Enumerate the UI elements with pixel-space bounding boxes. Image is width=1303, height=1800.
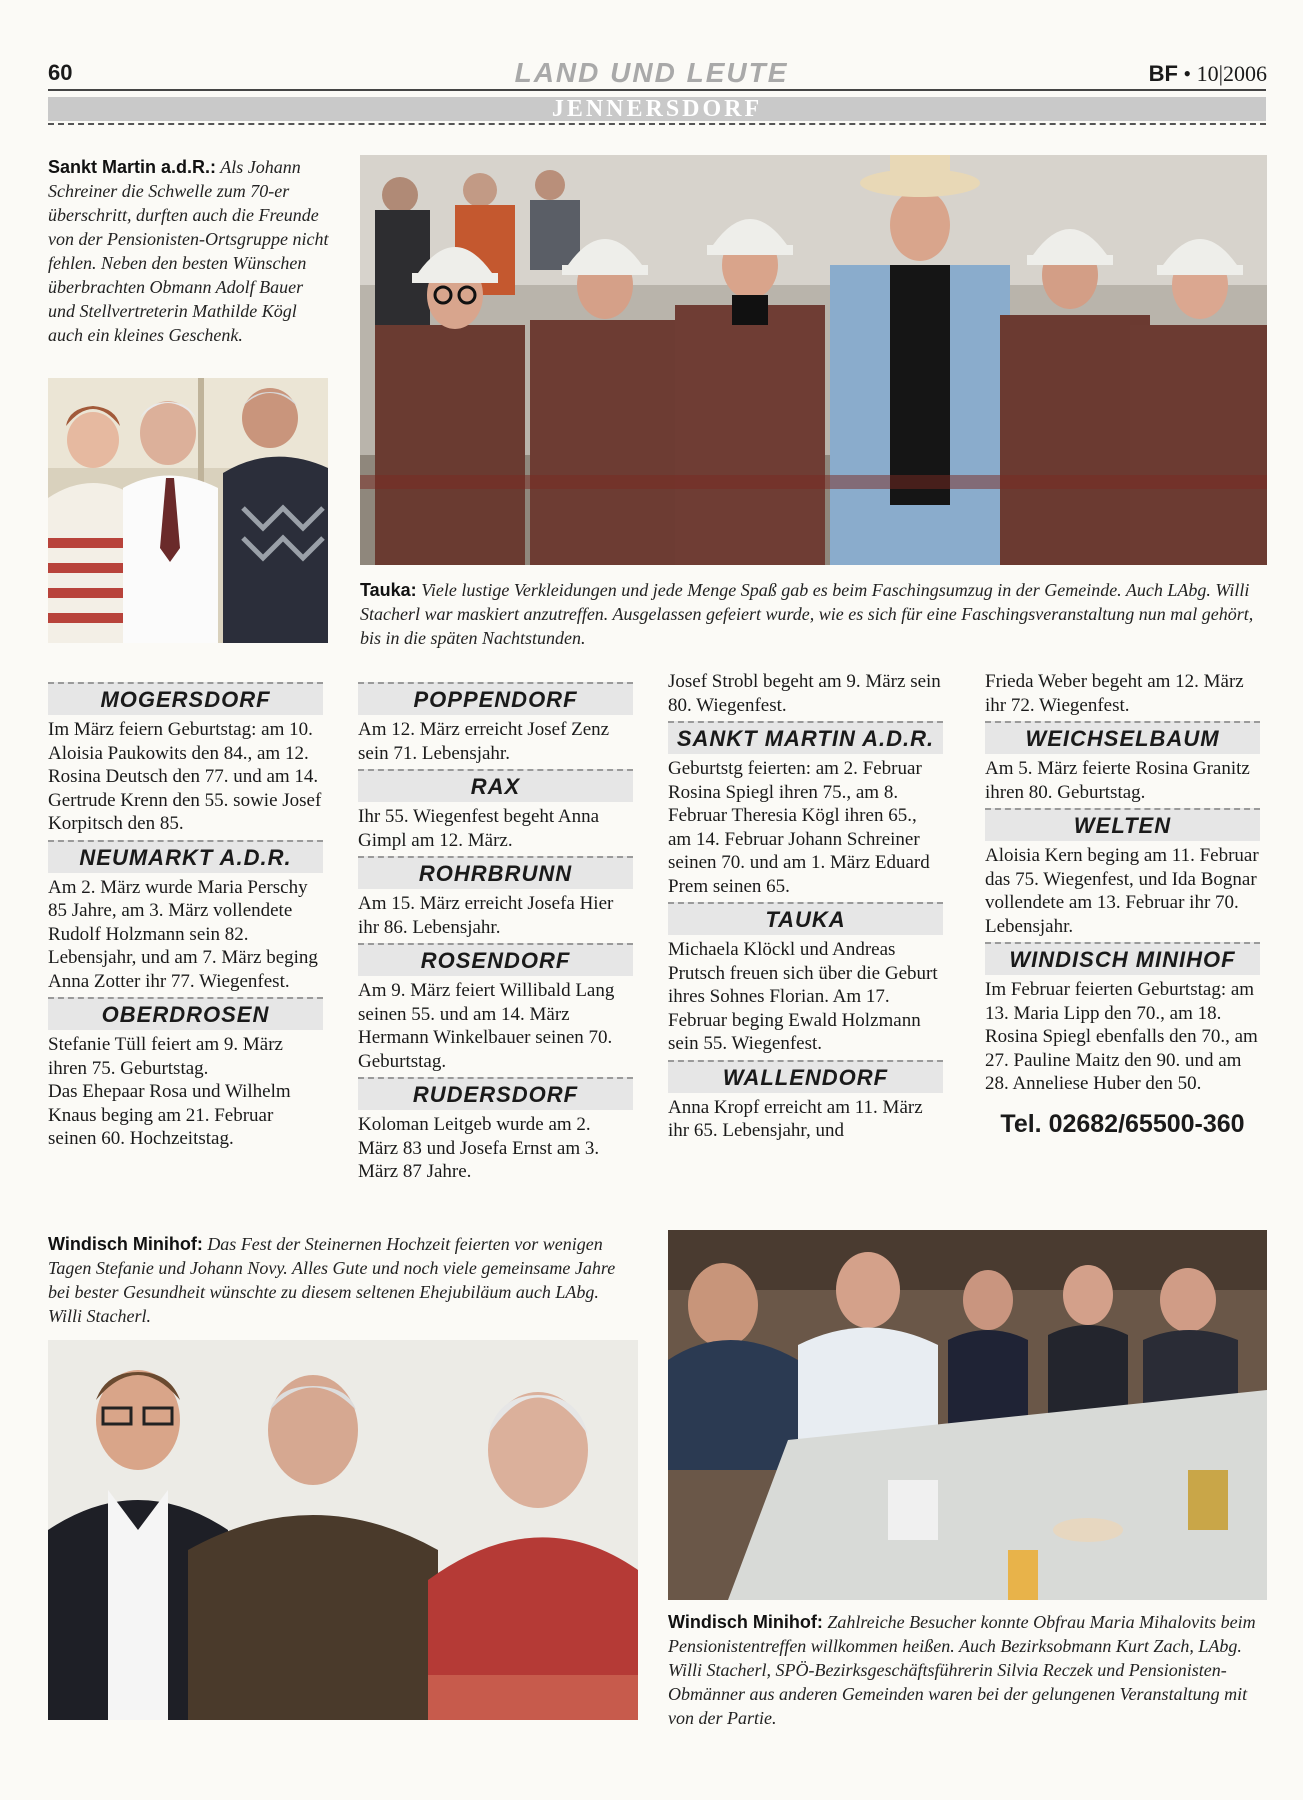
text-neumarkt: Am 2. März wurde Maria Perschy 85 Jahre, am 3. März vollendete Rudolf Holzmann sein 82. Lebensjahr, und am 7. März beging Anna Zotter ihr 77. Wiegenfest. (48, 876, 318, 992)
text-rax: Ihr 55. Wiegenfest begeht Anna Gimpl am 12. März. (358, 806, 600, 851)
text-oberdrosen: Stefanie Tüll feiert am 9. März ihren 75. Geburtstag. (48, 1034, 283, 1079)
heading-windisch-minihof: WINDISCH MINIHOF (985, 942, 1260, 975)
caption-tauka (360, 578, 1267, 650)
text-sankt-martin: Geburtstg feierten: am 2. Februar Rosina Spiegl ihren 75., am 8. Februar Theresia Kögl ihren 65., am 14. Februar Johann Schreiner seinen 70. und am 1. März Eduard Prem seinen 65. (668, 758, 930, 897)
heading-sankt-martin: SANKT MARTIN A.D.R. (668, 721, 943, 754)
heading-neumarkt: NEUMARKT A.D.R. (48, 840, 323, 873)
heading-oberdrosen: OBERDROSEN (48, 997, 323, 1030)
text-oberdrosen-2: Das Ehepaar Rosa und Wilhelm Knaus beging am 21. Februar seinen 60. Hochzeitstag. (48, 1081, 291, 1149)
text-intro-col4: Frieda Weber begeht am 12. März ihr 72. Wiegenfest. (985, 671, 1244, 716)
column-4 (985, 670, 1260, 1139)
magazine-name: BF (1148, 61, 1178, 86)
caption-sankt-martin (48, 155, 333, 347)
heading-welten: WELTEN (985, 808, 1260, 841)
photo-windisch-hochzeit (48, 1340, 638, 1720)
caption-lead: Windisch Minihof: (48, 1234, 203, 1254)
heading-rohrbrunn: ROHRBRUNN (358, 856, 633, 889)
heading-weichselbaum: WEICHSELBAUM (985, 721, 1260, 754)
photo-sankt-martin-art (48, 378, 328, 643)
issue-info (1149, 61, 1267, 87)
heading-rudersdorf: RUDERSDORF (358, 1077, 633, 1110)
section-title: LAND UND LEUTE (514, 57, 789, 88)
caption-text: Als Johann Schreiner die Schwelle zum 70-er überschritt, durften auch die Freunde von der Pensionisten-Ortsgruppe nicht fehlen. Neben den besten Wünschen überbrachten Obmann Adolf Bauer und Stellvertreterin Mathilde Kögl auch ein kleines Geschenk. (48, 157, 329, 345)
photo-windisch-treffen (668, 1230, 1267, 1600)
caption-text: Viele lustige Verkleidungen und jede Menge Spaß gab es beim Faschingsumzug in der Gemeinde. Auch LAbg. Willi Stacherl war maskiert anzutreffen. Ausgelassen gefeiert wurde, wie es sich für eine Faschingsveranstaltung nun mal gehört, bis in die späten Nachtstunden. (360, 580, 1254, 648)
caption-text: Zahlreiche Besucher konnte Obfrau Maria Mihalovits beim Pensionistentreffen willkommen heißen. Auch Bezirksobmann Kurt Zach, LAbg. Willi Stacherl, SPÖ-Bezirksgeschäftsführerin Silvia Reczek und Pensionisten-Obmänner aus anderen Gemeinden waren bei der gelungenen Veranstaltung mit von der Partie. (668, 1612, 1256, 1728)
heading-wallendorf: WALLENDORF (668, 1060, 943, 1093)
text-rudersdorf: Koloman Leitgeb wurde am 2. März 83 und Josefa Ernst am 3. März 87 Jahre. (358, 1114, 600, 1182)
telephone-number: Tel. 02682/65500-360 (1000, 1109, 1245, 1138)
heading-tauka: TAUKA (668, 902, 943, 935)
photo-tauka (360, 155, 1267, 565)
text-weichselbaum: Am 5. März feierte Rosina Granitz ihren 80. Geburtstag. (985, 758, 1250, 803)
text-rosendorf: Am 9. März feiert Willibald Lang seinen 55. und am 14. März Hermann Winkelbauer seinen 70. Geburtstag. (358, 980, 615, 1072)
heading-mogersdorf: MOGERSDORF (48, 682, 323, 715)
separator: • (1183, 61, 1192, 86)
column-2 (358, 680, 633, 1188)
photo-sankt-martin (48, 378, 328, 643)
header-dashed-rule (48, 123, 1266, 125)
heading-poppendorf: POPPENDORF (358, 682, 633, 715)
text-mogersdorf: Im März feiern Geburtstag: am 10. Aloisia Paukowits den 84., am 12. Rosina Deutsch den 77. und am 14. Gertrude Krenn den 55. sowie Josef Korpitsch den 85. (48, 719, 322, 834)
text-wallendorf: Anna Kropf erreicht am 11. März ihr 65. Lebensjahr, und (668, 1096, 923, 1141)
region-banner: JENNERSDORF (48, 97, 1266, 121)
text-welten: Aloisia Kern beging am 11. Februar das 75. Wiegenfest, und Ida Bognar vollendete am 13. Februar ihr 70. Lebensjahr. (985, 845, 1259, 937)
heading-rosendorf: ROSENDORF (358, 943, 633, 976)
photo-windisch-hochzeit-art (48, 1340, 638, 1720)
caption-lead: Tauka: (360, 580, 417, 600)
issue-number: 10|2006 (1196, 61, 1267, 86)
photo-tauka-art (360, 155, 1267, 565)
caption-lead: Windisch Minihof: (668, 1612, 823, 1632)
column-1 (48, 680, 323, 1155)
header-rule (48, 89, 1266, 91)
text-rohrbrunn: Am 15. März erreicht Josefa Hier ihr 86. Lebensjahr. (358, 893, 614, 938)
caption-lead: Sankt Martin a.d.R.: (48, 157, 217, 177)
text-poppendorf: Am 12. März erreicht Josef Zenz sein 71. Lebensjahr. (358, 719, 610, 764)
column-3 (668, 670, 943, 1147)
page-number: 60 (48, 60, 73, 85)
caption-text: Das Fest der Steinernen Hochzeit feierten vor wenigen Tagen Stefanie und Johann Novy. Alles Gute und noch viele gemeinsame Jahre bei bester Gesundheit wünschte zu diesem seltenen Ehejubiläum auch LAbg. Willi Stacherl. (48, 1234, 616, 1326)
text-tauka: Michaela Klöckl und Andreas Prutsch freuen sich über die Geburt ihres Sohnes Florian. Am 17. Februar beging Ewald Holzmann sein 55. Wiegenfest. (668, 939, 938, 1054)
caption-windisch-treffen (668, 1610, 1267, 1730)
text-intro-col3: Josef Strobl begeht am 9. März sein 80. Wiegenfest. (668, 671, 941, 716)
text-windisch-minihof: Im Februar feierten Geburtstag: am 13. Maria Lipp den 70., am 18. Rosina Spiegl ebenfalls den 70., am 27. Pauline Maitz den 90. und am 28. Anneliese Huber den 50. (985, 979, 1258, 1094)
caption-windisch-hochzeit (48, 1232, 618, 1328)
heading-rax: RAX (358, 769, 633, 802)
photo-windisch-treffen-art (668, 1230, 1267, 1600)
